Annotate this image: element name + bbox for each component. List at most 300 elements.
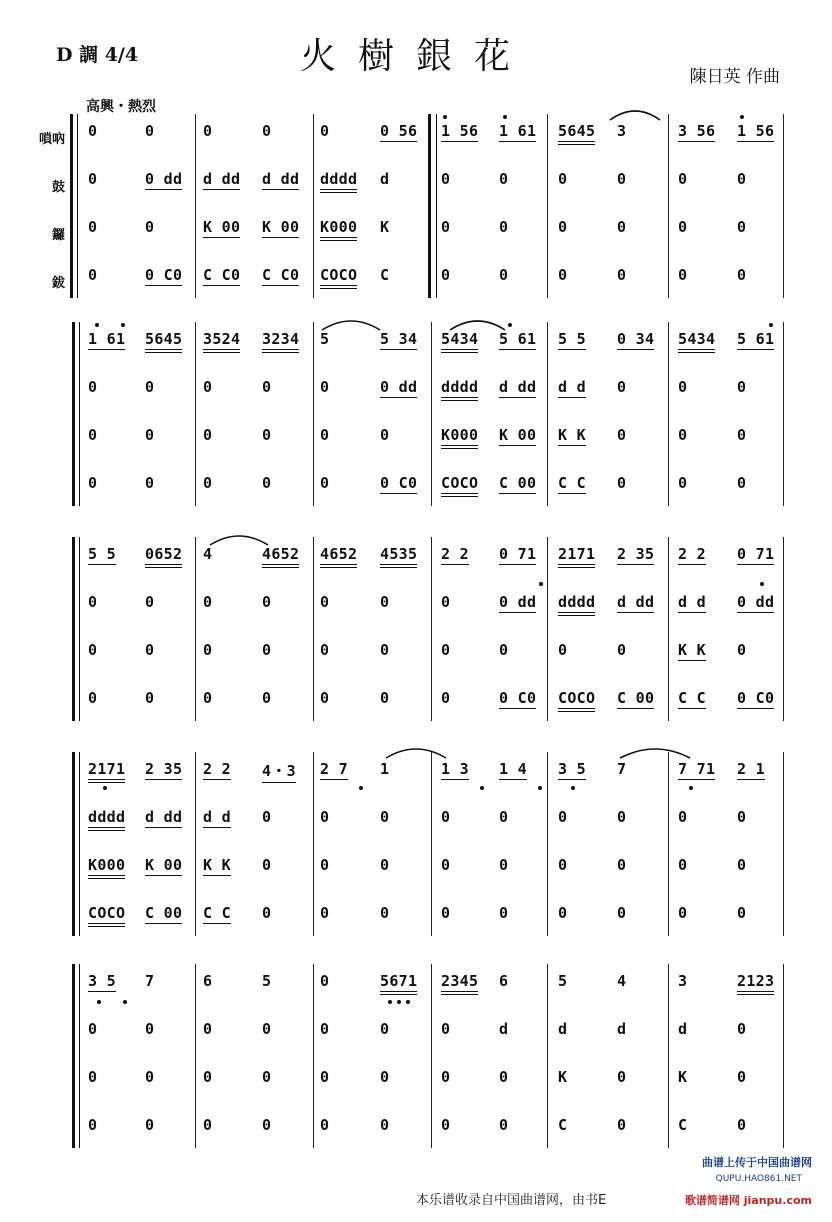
note-cell: 0: [499, 856, 509, 874]
note-cell: 0: [737, 218, 747, 236]
note-cell: 0: [88, 218, 98, 236]
note-cell: 0: [262, 689, 272, 707]
note-cell: 0: [441, 1068, 451, 1086]
note-cell: 0: [499, 808, 509, 826]
note-cell: K K: [678, 641, 706, 659]
note-cell: 0: [678, 856, 688, 874]
note-cell: K K: [558, 426, 586, 444]
note-cell: d: [499, 1020, 509, 1038]
note-cell: COCO: [558, 689, 595, 712]
note-cell: 5434: [678, 330, 715, 353]
note-cell: 0: [617, 218, 627, 236]
system-brace: [72, 537, 80, 721]
note-cell: 0: [320, 1068, 330, 1086]
note-cell: 0: [262, 122, 272, 140]
tie-slur: [620, 746, 690, 760]
note-cell: 0: [88, 266, 98, 284]
note-cell: 0: [380, 426, 390, 444]
note-cell: 0: [441, 808, 451, 826]
note-cell: 0: [145, 1116, 155, 1134]
note-cell: 0: [617, 808, 627, 826]
note-cell: K000: [441, 426, 478, 449]
note-cell: 3 56: [678, 122, 716, 140]
note-cell: K000: [320, 218, 357, 241]
note-cell: 5 61: [499, 330, 537, 348]
note-cell: 0: [380, 904, 390, 922]
note-cell: 0: [558, 904, 568, 922]
system-brace: [70, 114, 78, 298]
note-cell: 0: [737, 1116, 747, 1134]
barline: [783, 964, 784, 1148]
note-cell: 0: [320, 474, 330, 492]
note-cell: 1 56: [737, 122, 775, 140]
octave-dot: [508, 323, 512, 327]
note-cell: 0: [262, 1068, 272, 1086]
instrument-label: 鼓: [51, 180, 65, 195]
repeat-sign: [428, 114, 437, 298]
note-cell: 0: [617, 1068, 627, 1086]
note-cell: d: [558, 1020, 568, 1038]
footer-note: 本乐谱收录自中国曲谱网，由书E: [416, 1193, 607, 1208]
barline: [431, 322, 432, 506]
note-cell: 0: [203, 122, 213, 140]
note-cell: 3234: [262, 330, 299, 353]
note-cell: 5 5: [88, 545, 116, 563]
octave-dot: [571, 786, 575, 790]
note-cell: 0: [262, 593, 272, 611]
note-cell: K000: [88, 856, 125, 879]
note-cell: 5 34: [380, 330, 418, 348]
note-cell: 6: [203, 972, 213, 990]
note-cell: 7: [617, 760, 627, 778]
octave-dot: [359, 786, 363, 790]
barline: [313, 752, 314, 936]
instrument-label: 鈸: [51, 276, 65, 291]
octave-dot: [406, 1000, 410, 1004]
note-cell: 5645: [145, 330, 182, 353]
note-cell: 0: [441, 1020, 451, 1038]
note-cell: 0 71: [499, 545, 537, 563]
note-cell: 0: [203, 426, 213, 444]
note-cell: K K: [203, 856, 231, 874]
note-cell: 0 56: [380, 122, 418, 140]
note-cell: 0: [737, 474, 747, 492]
note-cell: 0: [320, 1020, 330, 1038]
note-cell: 0: [203, 378, 213, 396]
note-cell: 0: [380, 641, 390, 659]
note-cell: 0: [145, 218, 155, 236]
barline: [313, 964, 314, 1148]
note-cell: K 00: [145, 856, 183, 874]
note-cell: 2123: [737, 972, 774, 995]
barline: [431, 537, 432, 721]
note-cell: d dd: [203, 170, 241, 188]
note-cell: d d: [678, 593, 706, 611]
note-cell: 0: [499, 1068, 509, 1086]
octave-dot: [689, 786, 693, 790]
note-cell: 0: [737, 266, 747, 284]
note-cell: C: [678, 1116, 688, 1134]
note-cell: 3 5: [558, 760, 586, 778]
note-cell: 0: [203, 474, 213, 492]
note-cell: 0: [737, 378, 747, 396]
note-cell: 0: [678, 218, 688, 236]
barline: [783, 537, 784, 721]
note-cell: 0: [380, 1116, 390, 1134]
note-cell: 0: [499, 218, 509, 236]
note-cell: 0: [88, 1116, 98, 1134]
barline: [431, 752, 432, 936]
barline: [313, 322, 314, 506]
note-cell: 0: [737, 426, 747, 444]
note-cell: 0: [320, 808, 330, 826]
note-cell: 0 34: [617, 330, 655, 348]
note-cell: 0: [262, 808, 272, 826]
note-cell: 0: [203, 641, 213, 659]
note-cell: 0: [617, 426, 627, 444]
tie-slur: [610, 108, 660, 122]
note-cell: 0: [145, 641, 155, 659]
barline: [195, 537, 196, 721]
note-cell: C 00: [499, 474, 537, 492]
note-cell: 0: [617, 474, 627, 492]
note-cell: 0: [617, 904, 627, 922]
note-cell: 0: [737, 1068, 747, 1086]
note-cell: K: [380, 218, 390, 236]
note-cell: 0: [737, 1020, 747, 1038]
note-cell: C: [380, 266, 390, 284]
note-cell: 5 61: [737, 330, 775, 348]
octave-dot: [480, 786, 484, 790]
note-cell: C 00: [145, 904, 183, 922]
tie-slur: [322, 318, 380, 332]
note-cell: 5 5: [558, 330, 586, 348]
watermark-line-2: QUPU.HAO861.NET: [715, 1174, 802, 1184]
note-cell: COCO: [88, 904, 125, 927]
barline: [195, 752, 196, 936]
note-cell: 0: [262, 856, 272, 874]
note-cell: 0 C0: [499, 689, 537, 707]
note-cell: 0: [678, 170, 688, 188]
note-cell: 0: [678, 474, 688, 492]
note-cell: 0: [617, 266, 627, 284]
octave-dot: [123, 1000, 127, 1004]
note-cell: dddd: [88, 808, 125, 831]
octave-dot: [388, 1000, 392, 1004]
note-cell: 2171: [88, 760, 125, 783]
note-cell: 0: [558, 641, 568, 659]
barline: [668, 537, 669, 721]
note-cell: 0: [320, 856, 330, 874]
note-cell: 0: [737, 170, 747, 188]
note-cell: 0: [203, 1020, 213, 1038]
note-cell: 3524: [203, 330, 240, 353]
note-cell: 0: [145, 689, 155, 707]
barline: [195, 322, 196, 506]
barline: [313, 537, 314, 721]
note-cell: 0 71: [737, 545, 775, 563]
note-cell: 0: [617, 170, 627, 188]
note-cell: 1 61: [88, 330, 126, 348]
note-cell: 2 1: [737, 760, 765, 778]
note-cell: 2 2: [441, 545, 469, 563]
note-cell: d dd: [499, 378, 537, 396]
note-cell: 3: [678, 972, 688, 990]
note-cell: 0: [617, 641, 627, 659]
note-cell: 0: [262, 474, 272, 492]
note-cell: 0: [88, 1068, 98, 1086]
note-cell: 5645: [558, 122, 595, 145]
barline: [668, 322, 669, 506]
note-cell: dddd: [320, 170, 357, 193]
note-cell: 0: [88, 426, 98, 444]
note-cell: 0: [441, 904, 451, 922]
note-cell: 0: [145, 122, 155, 140]
note-cell: 5: [262, 972, 272, 990]
note-cell: 0652: [145, 545, 182, 568]
note-cell: 0: [441, 856, 451, 874]
octave-dot: [740, 115, 744, 119]
note-cell: 0: [737, 808, 747, 826]
note-cell: 0: [145, 1068, 155, 1086]
barline: [313, 114, 314, 298]
watermark-line-3: 歌谱简谱网 jianpu.com: [684, 1194, 812, 1207]
note-cell: 0: [320, 122, 330, 140]
barline: [547, 537, 548, 721]
system-brace: [72, 964, 80, 1148]
note-cell: K 00: [203, 218, 241, 236]
note-cell: d dd: [145, 808, 183, 826]
note-cell: 0: [441, 170, 451, 188]
barline: [431, 964, 432, 1148]
note-cell: 4535: [380, 545, 417, 568]
note-cell: 0: [441, 689, 451, 707]
note-cell: 0: [617, 856, 627, 874]
barline: [195, 964, 196, 1148]
barline: [783, 322, 784, 506]
note-cell: 0: [499, 266, 509, 284]
note-cell: 0: [380, 1068, 390, 1086]
note-cell: 2 2: [203, 760, 231, 778]
key-signature: D 調 4/4: [56, 44, 139, 66]
note-cell: d: [380, 170, 390, 188]
note-cell: 6: [499, 972, 509, 990]
note-cell: 0: [203, 593, 213, 611]
note-cell: 7 71: [678, 760, 716, 778]
note-cell: 0: [88, 378, 98, 396]
note-cell: 0: [441, 266, 451, 284]
note-cell: C C0: [262, 266, 300, 284]
note-cell: 0: [88, 689, 98, 707]
note-cell: 4652: [262, 545, 299, 568]
note-cell: C C0: [203, 266, 241, 284]
note-cell: 1 4: [499, 760, 527, 778]
note-cell: 1 3: [441, 760, 469, 778]
note-cell: d dd: [262, 170, 300, 188]
note-cell: 0: [320, 378, 330, 396]
note-cell: 0: [88, 170, 98, 188]
note-cell: dddd: [558, 593, 595, 616]
note-cell: 0: [380, 689, 390, 707]
note-cell: 0 dd: [145, 170, 183, 188]
note-cell: 0: [380, 808, 390, 826]
note-cell: 0: [262, 904, 272, 922]
note-cell: 0: [262, 378, 272, 396]
note-cell: 0: [678, 808, 688, 826]
note-cell: K 00: [262, 218, 300, 236]
barline: [668, 114, 669, 298]
note-cell: 0: [678, 266, 688, 284]
note-cell: 0: [88, 641, 98, 659]
note-cell: 0: [262, 426, 272, 444]
note-cell: d: [617, 1020, 627, 1038]
octave-dot: [769, 323, 773, 327]
barline: [783, 114, 784, 298]
note-cell: COCO: [441, 474, 478, 497]
note-cell: K: [558, 1068, 568, 1086]
note-cell: 0: [145, 426, 155, 444]
note-cell: 0 C0: [380, 474, 418, 492]
note-cell: 2 2: [678, 545, 706, 563]
tie-slur: [386, 746, 446, 760]
note-cell: 1: [380, 760, 390, 778]
octave-dot: [121, 323, 125, 327]
note-cell: 4652: [320, 545, 357, 568]
note-cell: dddd: [441, 378, 478, 401]
note-cell: 3 5: [88, 972, 116, 990]
note-cell: 0: [499, 1116, 509, 1134]
watermark-line-1: 曲谱上传于中国曲谱网: [702, 1156, 812, 1169]
octave-dot: [95, 323, 99, 327]
note-cell: C C: [203, 904, 231, 922]
barline: [547, 752, 548, 936]
note-cell: 0: [203, 1068, 213, 1086]
note-cell: 0 dd: [737, 593, 775, 611]
barline: [783, 752, 784, 936]
octave-dot: [97, 1000, 101, 1004]
barline: [547, 964, 548, 1148]
note-cell: 0: [320, 593, 330, 611]
note-cell: 0: [441, 218, 451, 236]
note-cell: 0: [88, 593, 98, 611]
note-cell: 0: [380, 593, 390, 611]
octave-dot: [539, 582, 543, 586]
barline: [668, 964, 669, 1148]
note-cell: 2 35: [145, 760, 183, 778]
note-cell: 0: [262, 1116, 272, 1134]
tie-slur: [450, 318, 505, 332]
note-cell: 3: [617, 122, 627, 140]
note-cell: 4・3: [262, 760, 296, 783]
note-cell: 0: [320, 972, 330, 990]
note-cell: d d: [203, 808, 231, 826]
note-cell: 0: [203, 689, 213, 707]
note-cell: 5434: [441, 330, 478, 353]
octave-dot: [538, 786, 542, 790]
note-cell: 0: [499, 170, 509, 188]
note-cell: 0: [262, 641, 272, 659]
note-cell: C: [558, 1116, 568, 1134]
barline: [547, 322, 548, 506]
note-cell: d: [678, 1020, 688, 1038]
note-cell: 0: [88, 122, 98, 140]
note-cell: 1 61: [499, 122, 537, 140]
note-cell: 0: [678, 904, 688, 922]
note-cell: 0: [678, 426, 688, 444]
note-cell: 0: [558, 808, 568, 826]
note-cell: 0: [145, 593, 155, 611]
note-cell: C 00: [617, 689, 655, 707]
note-cell: 0 dd: [380, 378, 418, 396]
note-cell: 0: [499, 641, 509, 659]
barline: [547, 114, 548, 298]
barline: [668, 752, 669, 936]
note-cell: C C: [558, 474, 586, 492]
note-cell: 0: [558, 266, 568, 284]
note-cell: 0: [320, 689, 330, 707]
note-cell: d dd: [617, 593, 655, 611]
tempo-marking: 高興・熱烈: [86, 99, 156, 115]
composer-credit: 陳日英 作曲: [689, 67, 780, 87]
note-cell: 5: [558, 972, 568, 990]
note-cell: K: [678, 1068, 688, 1086]
note-cell: 0: [320, 1116, 330, 1134]
note-cell: 2345: [441, 972, 478, 995]
page-title: 火樹銀花: [299, 36, 532, 77]
note-cell: 0: [441, 641, 451, 659]
note-cell: COCO: [320, 266, 357, 289]
note-cell: 0: [262, 1020, 272, 1038]
tie-slur: [210, 533, 268, 547]
note-cell: d d: [558, 378, 586, 396]
note-cell: 2171: [558, 545, 595, 568]
note-cell: 0: [441, 593, 451, 611]
note-cell: K 00: [499, 426, 537, 444]
note-cell: 0: [145, 474, 155, 492]
octave-dot: [760, 582, 764, 586]
note-cell: 0: [441, 1116, 451, 1134]
octave-dot: [397, 1000, 401, 1004]
note-cell: 0: [203, 1116, 213, 1134]
note-cell: 0: [88, 474, 98, 492]
note-cell: 1 56: [441, 122, 479, 140]
octave-dot: [103, 786, 107, 790]
note-cell: 0 dd: [499, 593, 537, 611]
note-cell: 4: [617, 972, 627, 990]
note-cell: 0: [380, 1020, 390, 1038]
system-brace: [72, 752, 80, 936]
note-cell: 0: [380, 856, 390, 874]
note-cell: 4: [203, 545, 213, 563]
note-cell: 0 C0: [145, 266, 183, 284]
note-cell: 2 7: [320, 760, 348, 778]
note-cell: 7: [145, 972, 155, 990]
note-cell: 0: [737, 856, 747, 874]
note-cell: 0: [678, 378, 688, 396]
note-cell: 0: [320, 904, 330, 922]
instrument-label: 鑼: [51, 228, 65, 243]
note-cell: 5671: [380, 972, 417, 995]
note-cell: 0: [617, 1116, 627, 1134]
octave-dot: [503, 115, 507, 119]
note-cell: 0: [320, 426, 330, 444]
note-cell: 0 C0: [737, 689, 775, 707]
note-cell: 5: [320, 330, 330, 348]
note-cell: 0: [617, 378, 627, 396]
note-cell: 0: [737, 904, 747, 922]
note-cell: 0: [558, 856, 568, 874]
note-cell: 0: [88, 1020, 98, 1038]
